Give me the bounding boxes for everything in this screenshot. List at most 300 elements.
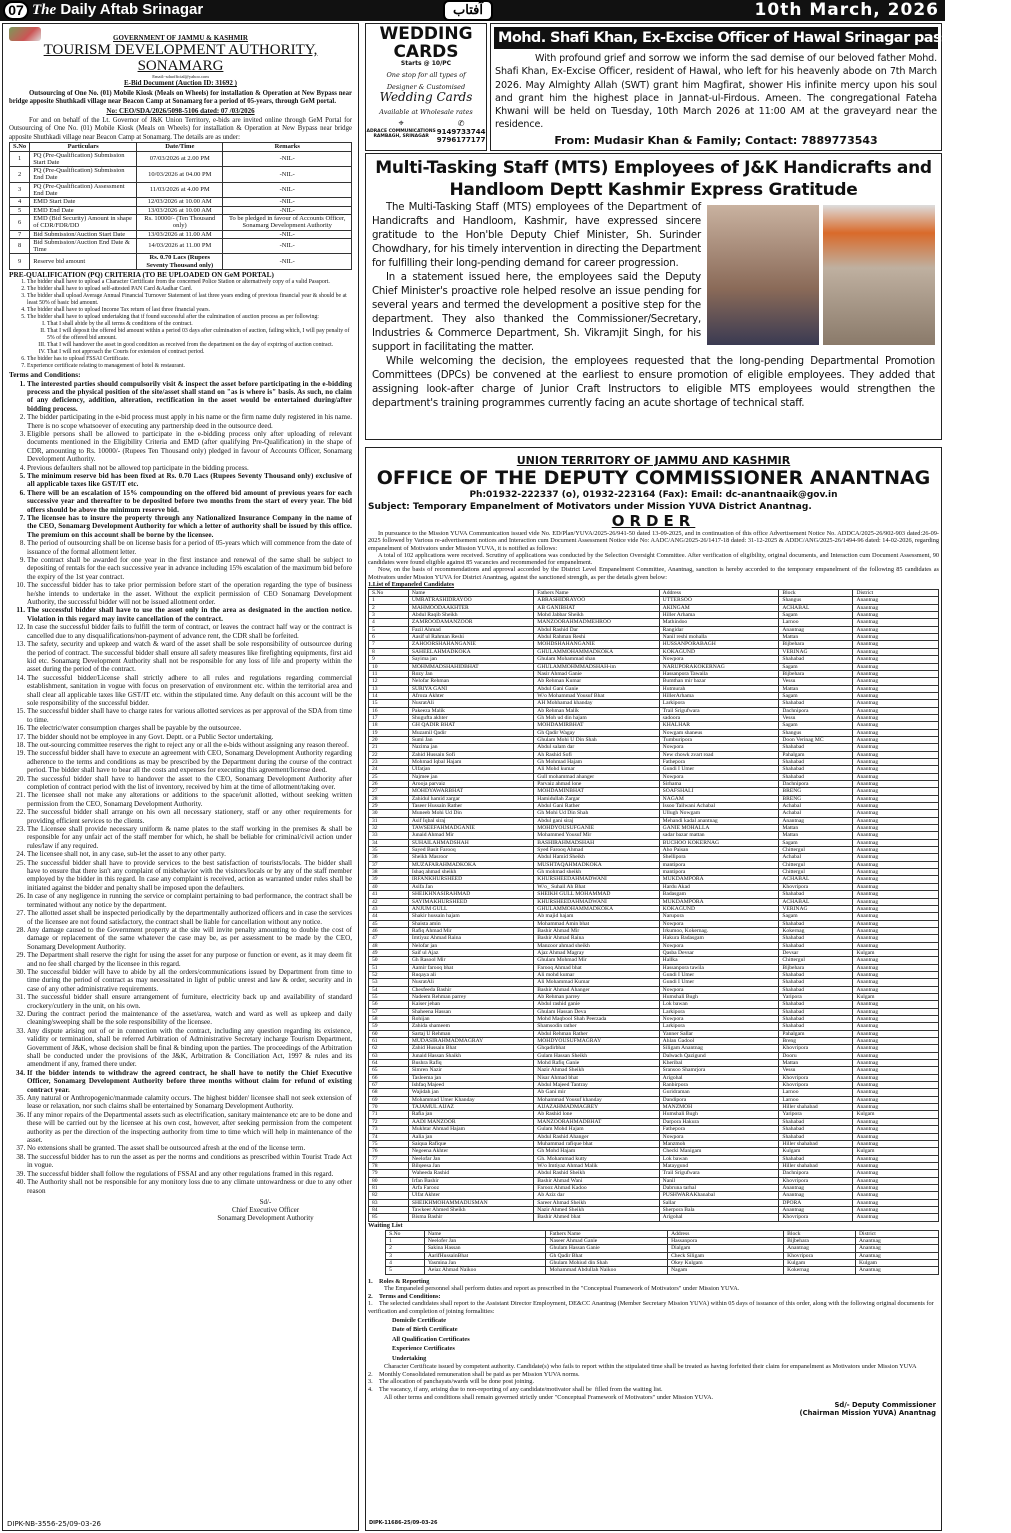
table-header: Remarks: [223, 143, 352, 151]
table-row: [10, 230, 352, 238]
table-cell: Anantnag: [853, 744, 939, 751]
table-cell: Kulgam: [853, 1148, 939, 1155]
table-cell: 34: [369, 839, 409, 846]
table-cell: 41: [369, 891, 409, 898]
term-item: 14. The successful bidder/License shall strictly adhere to all rules and regulations regarding commercial establishment, sanitation in vogue with focus on preservation of environment etc. within the territorial area and shall clear all applicable taxes like GST/IT etc. within the stipulated time. Any default on this account will be the sole responsibility of the successful bidder.: [27, 674, 352, 708]
table-cell: Anantnag: [853, 751, 939, 758]
table-cell: Anantnag: [853, 626, 939, 633]
table-cell: ACHABAL: [779, 898, 853, 905]
table-cell: Gh. Mohammad kutty: [534, 1155, 659, 1162]
table-cell: AKINGAM: [659, 604, 779, 611]
table-cell: Anantnag: [853, 773, 939, 780]
table-cell: 27: [369, 788, 409, 795]
table-cell: NAGAM: [659, 795, 779, 802]
table-cell: New chowk zvart road: [659, 751, 779, 758]
table-cell: 11/03/2026 at 4.00 PM: [137, 182, 223, 198]
table-cell: Ghulam Hassan Ganie: [546, 1245, 668, 1252]
table-cell: Irkumoo, Kokernag.: [659, 927, 779, 934]
table-cell: Anantnag: [853, 766, 939, 773]
table-cell: Pakeeza Malik: [408, 707, 533, 714]
table-cell: Ghulam Mohiud din Shah: [546, 1260, 668, 1267]
terms-list: [27, 380, 352, 1195]
table-cell: Sagam: [779, 612, 853, 619]
table-cell: Anantnag: [853, 1140, 939, 1147]
term-item: 32. During the contract period the maintenance of the asset/area, watch and ward as well as upkeep and daily cleaning/sweeping shall be the sole responsibility of the licensee.: [27, 1010, 352, 1027]
table-cell: Mohammad Amin bhat: [534, 920, 659, 927]
table-cell: 65: [369, 1067, 409, 1074]
required-document: Domicile Certificate: [392, 1316, 447, 1324]
table-cell: Shaista amin: [408, 920, 533, 927]
table-row: [369, 700, 939, 707]
term-item: 38. The successful bidder has to run the asset as per the norms and conditions as prescribed within Tourist Trade Act in vogue.: [27, 1153, 352, 1170]
table-cell: VERINAG: [779, 648, 853, 655]
table-cell: Nazir Ahmed Sheikh: [534, 1206, 659, 1213]
table-row: [369, 949, 939, 956]
table-cell: Ab Rashid lone: [534, 1111, 659, 1118]
table-cell: Anantnag: [853, 656, 939, 663]
table-cell: Neelofer Jan: [424, 1237, 546, 1244]
table-cell: Nagam: [668, 1267, 784, 1274]
table-cell: GANIE MOHALLA: [659, 825, 779, 832]
table-cell: 77: [369, 1155, 409, 1162]
dc-term-4: 4. The vacancy, if any, arising due to non-reporting of any candidate/motivator shall be filled from the waiting list.: [368, 1385, 663, 1393]
table-cell: Anantnag: [853, 898, 939, 905]
term-item: 4. Previous defaulters shall not be allowed top participate in the bidding process.: [27, 464, 352, 472]
table-cell: Nasir Ahmad Ganie: [534, 670, 659, 677]
table-cell: Ranbirpora: [659, 1082, 779, 1089]
table-row: [369, 692, 939, 699]
table-cell: Achabal: [779, 810, 853, 817]
pq-sub-item: II. That I will deposit the offered bid amount within a period 03 days after culmination of auction, failing which, I will pay penalty of 5% of the offered bid amount.: [47, 328, 352, 342]
table-row: [369, 1170, 939, 1177]
term-item: 3. Eligible persons shall be allowed to participate in the e-bidding process only after uploading of relevant documents mentioned in the Eligibility Criteria and EMD (after qualifying Pre-Qualification) in the shape of CDR, amounting to Rs. 10000/- (Rupees Ten Thousand only) pledged in favour of Accounts Officer, Sonamarg Development Authority.: [27, 430, 352, 464]
table-cell: Anantnag: [853, 714, 939, 721]
table-cell: 11: [369, 670, 409, 677]
table-cell: AIJAZAHMADMAGREY: [534, 1104, 659, 1111]
table-cell: 38: [369, 869, 409, 876]
sig-sd: Sd/-: [259, 1197, 272, 1206]
table-cell: Anantnag: [853, 935, 939, 942]
term-item: 21. The licensee shall not make any alterations or additions to the space/unit allotted, without seeking written permission from the CEO, Sonamarg Development Authority.: [27, 791, 352, 808]
term-item: 20. The successful bidder shall have to handover the asset to the CEO, Sonamarg Development Authority after completion of contract period with the list of inventory, received by him at the time of allotment/taking over.: [27, 775, 352, 792]
table-cell: Nowpora: [659, 1016, 779, 1023]
table-cell: Mukhtar Ahmad Hajam: [408, 1126, 533, 1133]
table-cell: Hiller shahabad: [779, 1140, 853, 1147]
pq-sub-item: IV. That I will not approach the Courts for extension of contract period.: [47, 349, 352, 356]
dc-term-3: 3. The allocation of panchayats/wards will be done post joining.: [368, 1378, 535, 1386]
table-cell: Anantnag: [853, 1016, 939, 1023]
table-cell: Trail Srigufwara: [659, 1170, 779, 1177]
table-cell: 1: [386, 1237, 425, 1244]
table-row: [369, 1074, 939, 1081]
table-cell: Arigohal: [659, 1214, 779, 1221]
table-cell: Kulgam: [779, 1148, 853, 1155]
table-cell: Manzoor ahmad sheikh: [534, 942, 659, 949]
dc-term-2: 2. Monthly Consolidated remuneration shall be paid as per Mission YUVA norms.: [368, 1370, 580, 1378]
newspaper-header: [0, 0, 945, 21]
pq-item-text: The bidder has to upload FSSAI Certificate.: [27, 356, 130, 363]
table-cell: Mathindoo: [659, 619, 779, 626]
table-cell: 40: [369, 883, 409, 890]
term-item: 22. The successful bidder shall arrange on his own all necessary stationery, staff or any other requirements for providing efficient services to the clients.: [27, 808, 352, 825]
table-cell: NARUPORAKOKERNAG: [659, 663, 779, 670]
table-cell: 21: [369, 744, 409, 751]
table-cell: Shahabad: [779, 1023, 853, 1030]
table-row: [369, 927, 939, 934]
pq-heading: PRE-QUALIFICATION (PQ) CRITERIA (TO BE UPLOADED ON GeM PORTAL): [9, 270, 274, 279]
table-cell: Arooja parvaiz: [408, 781, 533, 788]
wedding-cards-ad: [365, 23, 487, 151]
table-cell: BUCHOO KOKERNAG: [659, 839, 779, 846]
table-cell: Anantnag: [856, 1245, 939, 1252]
table-cell: Humshali Bugh: [659, 1111, 779, 1118]
ad-company: ADRACE COMMUNICATIONS: [366, 129, 436, 134]
table-cell: Abdul Raqib Sheikh: [408, 612, 533, 619]
table-cell: 42: [369, 898, 409, 905]
table-cell: Ab Rehman parrey: [534, 993, 659, 1000]
table-cell: Abdul salam dar: [534, 744, 659, 751]
table-cell: Syed Farooq Ahmad: [534, 847, 659, 854]
table-cell: Gh Rasool Mir: [408, 957, 533, 964]
table-cell: Saiqua Rafique: [408, 1140, 533, 1147]
table-cell: Breng: [779, 1038, 853, 1045]
table-row: [369, 656, 939, 663]
table-cell: Sirhama: [659, 781, 779, 788]
table-cell: Shahabad: [779, 700, 853, 707]
ad-line-1: One stop for all types of: [386, 71, 466, 79]
table-cell: Nanil: [659, 1177, 779, 1184]
table-cell: Ulfat Akhter: [408, 1192, 533, 1199]
table-header: Address: [668, 1230, 784, 1237]
table-row: [369, 1016, 939, 1023]
table-cell: Shahabad: [779, 766, 853, 773]
table-cell: 72: [369, 1118, 409, 1125]
table-cell: Ishaq ahmad sheikh: [408, 869, 533, 876]
table-row: [369, 854, 939, 861]
table-cell: 4: [386, 1260, 425, 1267]
table-cell: Shahabad: [779, 1118, 853, 1125]
table-cell: Shahabad: [779, 1126, 853, 1133]
table-cell: Anantnag: [779, 1206, 853, 1213]
table-row: [369, 1140, 939, 1147]
table-cell: 80: [369, 1177, 409, 1184]
table-cell: Mohmad Iqbal Hajam: [408, 758, 533, 765]
table-cell: Kokernag: [779, 927, 853, 934]
table-row: [369, 1162, 939, 1169]
table-cell: Rafiq Ahmad Mir: [408, 927, 533, 934]
table-cell: Abdul Rashid Dar: [534, 626, 659, 633]
waiting-list-heading: Waiting List: [368, 1221, 403, 1229]
table-row: [10, 198, 352, 206]
table-cell: Fathepora: [659, 1126, 779, 1133]
table-cell: MUSHTAQAHMADKOKA: [534, 861, 659, 868]
table-cell: -NIL-: [223, 151, 352, 167]
table-cell: Nazima jan: [408, 744, 533, 751]
table-cell: Hiller shahabad: [779, 1162, 853, 1169]
table-cell: Muhammad rafique bhat: [534, 1140, 659, 1147]
table-cell: 9: [369, 656, 409, 663]
table-cell: Nisar Ahmad bhat: [534, 1074, 659, 1081]
table-cell: Khovripora: [779, 883, 853, 890]
table-cell: Anantnag: [853, 957, 939, 964]
table-cell: Mattan: [779, 832, 853, 839]
table-cell: UMRATRASHIDRAYOO: [408, 597, 533, 604]
table-cell: Nowpora: [659, 1133, 779, 1140]
pq-item-text: The bidder shall upload Average Annual Financial Turnover Statement of last three years ending of previous financial year & should be at least 50% of basic bid amount.: [27, 293, 347, 307]
table-cell: Sagam: [779, 913, 853, 920]
table-cell: Sagam: [779, 663, 853, 670]
table-row: [386, 1252, 939, 1259]
table-cell: 13: [369, 685, 409, 692]
table-row: [369, 1060, 939, 1067]
sig-title: Chief Executive Officer: [231, 1205, 300, 1214]
table-cell: Abdul Rehman Rather: [534, 1030, 659, 1037]
table-cell: ZAHOORSHAHANGANIE: [408, 641, 533, 648]
term-item: 27. The allotted asset shall be inspected periodically by the departmentally authorized officers and in case the services of the licensee are not found satisfactory, the contract shall be liable for cancellation without any notice.: [27, 909, 352, 926]
table-cell: Shangus: [779, 597, 853, 604]
term-item: 1. The interested parties should compulsorily visit & inspect the asset before participating in the e-bidding process and the physical position of the site/asset shall stand on "as is where is" basis. As such, no claim of any deficiency, addition, alteration, rectification in the asset would be entertained during/after bidding process.: [27, 380, 352, 414]
table-row: [369, 1096, 939, 1103]
table-cell: Khovripora: [779, 1214, 853, 1221]
table-cell: Reserve bid amount: [30, 254, 137, 270]
table-cell: 57: [369, 1008, 409, 1015]
table-cell: 63: [369, 1052, 409, 1059]
empaneled-candidates-table: [368, 589, 939, 1222]
table-cell: Imtiyaz Ahmad Raina: [408, 935, 533, 942]
table-cell: 23: [369, 758, 409, 765]
table-row: [369, 1111, 939, 1118]
table-cell: 59: [369, 1023, 409, 1030]
table-cell: -NIL-: [223, 206, 352, 214]
table-row: [369, 847, 939, 854]
table-cell: Anantnag: [853, 1060, 939, 1067]
table-row: [369, 736, 939, 743]
table-cell: Dandipora: [659, 1096, 779, 1103]
table-cell: 82: [369, 1192, 409, 1199]
table-cell: 70: [369, 1104, 409, 1111]
table-cell: GHULAMMOHAMMADKOKA: [534, 905, 659, 912]
table-cell: 26: [369, 781, 409, 788]
table-cell: Chesfeeda Bashir: [408, 986, 533, 993]
table-cell: Shakir hussain hajam: [408, 913, 533, 920]
table-cell: Neelofar Jan: [408, 1155, 533, 1162]
table-cell: Shahabad: [779, 920, 853, 927]
table-cell: Anantnag: [853, 795, 939, 802]
table-cell: Ruqaya ali: [408, 971, 533, 978]
table-cell: Anantnag: [853, 692, 939, 699]
table-cell: Humshali Bugh: [659, 993, 779, 1000]
table-row: [369, 1118, 939, 1125]
tda-logo-icon: [9, 27, 41, 41]
table-cell: ACHABAL: [779, 604, 853, 611]
table-header: Fathers Name: [546, 1230, 668, 1237]
table-cell: Dabruna tarhal: [659, 1184, 779, 1191]
ad-title-2: CARDS: [393, 42, 459, 62]
table-cell: Bashir Ahmad Mir: [534, 927, 659, 934]
table-cell: Hamidullah Zargar: [534, 795, 659, 802]
table-cell: KHALHAR: [659, 722, 779, 729]
table-cell: Achabal: [779, 854, 853, 861]
dc-contact: Ph:01932-222337 (o), 01932-223164 (Fax): Email: dc-anantnaaik@gov.in: [469, 490, 838, 500]
table-cell: Aeiaz Ahmad Naikoo: [424, 1267, 546, 1274]
table-cell: NusratAli: [408, 979, 533, 986]
roles-text: The Empaneled personnel shall perform duties and report as prescribed in the "Conceptual Framework of Motivators" under Mission YUVA.: [384, 1285, 740, 1293]
table-cell: Rs. 10000/- (Ten Thousand only): [137, 214, 223, 230]
table-cell: Vessu: [779, 714, 853, 721]
term-item: 36. If any minor repairs of the Departmental assets such as electrification, sanitary maintenance etc are to be done and these will be carried out by the licensee at his own cost, however, after seeking permission from the competent authority as per the direction of the inspecting authority from time to time which will help in maintenance of the asset.: [27, 1111, 352, 1145]
mts-para-2-text: In a statement issued here, the employees said the Deputy Chief Minister's proactive role helped resolve an issue pending for several years and termed the development a positive step for the department. They also thanked the Commissioner/Secretary, Industries & Commerce Department, Sh. Vikramjit Singh, for his support in facilitating the matter.: [372, 272, 701, 353]
sig-org: Sonamarg Development Authority: [217, 1213, 314, 1222]
table-cell: Check Siligam: [668, 1252, 784, 1259]
table-cell: Anantnag: [853, 847, 939, 854]
table-row: [369, 626, 939, 633]
table-cell: Nowpora: [659, 656, 779, 663]
empaneled-heading: 1.List of Empaneled Candidates: [368, 581, 455, 589]
table-cell: SAYIMAKHURSHEED: [408, 898, 533, 905]
roles-heading: 1. Roles & Reporting: [368, 1277, 430, 1285]
table-cell: Chittergul: [779, 869, 853, 876]
pq-item: [27, 314, 352, 356]
table-cell: 1: [10, 151, 30, 167]
table-cell: Anantnag: [853, 883, 939, 890]
term-item: 13. The safety, security and upkeep and watch & ward of the asset shall be sole responsibility of outsourcee during the period of contract. The successful bidder shall ensure all safety measures like firefighting equipments, first aid kid etc. Sonamarg Development Authority shall not be responsible for any loss of life and property within the asset during the period of the contract.: [27, 640, 352, 674]
table-cell: 58: [369, 1016, 409, 1023]
table-cell: MAHMOODAAKHTER: [408, 604, 533, 611]
table-cell: Anantnag: [853, 927, 939, 934]
terms-heading: Terms and Conditions:: [9, 370, 81, 380]
dc-para-3: Now, on the basis of recommendations and approval accorded by the District Level Empanelment Committee, Anantnag, sanction is hereby accorded to the temporary empanelment of the following 85 candidates as Motivators under Mission YUVA for District Anantnag, against the sanctioned strength, as per the details given below:: [368, 566, 939, 581]
term-item: 10. The successful bidder has to take prior permission before start of the operation regarding the type of business he/she intends to undertake in the asset. Without the explicit permission of CEO Sonamarg Development Authority, the successful bidder will not be issued allotment order.: [27, 581, 352, 606]
table-cell: ZAMROODAMANZOOR: [408, 619, 533, 626]
term-item: 34. If the bidder intends to withdraw the agreed contract, he shall have to notify the Chief Executive Officer, Sonamarg Development Authority before three months without claim for refund of existing contract year.: [27, 1069, 352, 1094]
table-row: [369, 758, 939, 765]
table-cell: Anantnag: [853, 1177, 939, 1184]
table-cell: Badasgam: [659, 891, 779, 898]
table-cell: Anantnag: [853, 1045, 939, 1052]
table-cell: Aasif ul Rahman Reshi: [408, 634, 533, 641]
table-cell: HUSSANPORABAGH: [659, 641, 779, 648]
table-row: [369, 707, 939, 714]
table-cell: MUZAFARAHMADKOKA: [408, 861, 533, 868]
table-cell: Okey Kulgam: [668, 1260, 784, 1267]
table-cell: Abdul Gani Rather: [534, 803, 659, 810]
table-cell: Larkipora: [659, 1023, 779, 1030]
table-cell: Yaripora: [779, 1111, 853, 1118]
table-cell: Yaripora: [779, 993, 853, 1000]
table-cell: Najmee jan: [408, 773, 533, 780]
table-row: [369, 832, 939, 839]
table-cell: Nowpora: [659, 744, 779, 751]
table-cell: SHEIKHMOHAMMADUSMAN: [408, 1199, 533, 1206]
table-cell: AarifHussainBhat: [424, 1252, 546, 1259]
table-cell: MOHDYAWARBHAT: [408, 788, 533, 795]
table-cell: 5: [10, 206, 30, 214]
dc-order-heading: ORDER: [611, 512, 696, 530]
table-cell: Anantnag: [856, 1267, 939, 1274]
pq-item-text: The bidder shall have to upload Income Tax return of last three financial years.: [27, 307, 210, 314]
tender-signature: [179, 1198, 352, 1222]
table-cell: Vessu: [779, 1067, 853, 1074]
table-header: Name: [408, 590, 533, 597]
table-cell: Afroza Akhter: [408, 692, 533, 699]
table-cell: MANZOORAHMADBHAT: [534, 1118, 659, 1125]
table-cell: Hallka: [659, 957, 779, 964]
table-cell: Anantnag: [853, 1199, 939, 1206]
table-cell: Anantnag: [853, 839, 939, 846]
table-cell: PQ (Pre-Qualification) Assessment End Date: [30, 182, 137, 198]
table-cell: Mataygund: [659, 1162, 779, 1169]
term-item: 17. The bidder should not be employee in any Govt. Deptt. or a Public Sector undertaking.: [27, 733, 352, 741]
table-cell: Abdul rashid ganie: [534, 1001, 659, 1008]
table-cell: Arigohal: [659, 1074, 779, 1081]
table-row: [369, 781, 939, 788]
ad-title-1: WEDDING: [379, 24, 473, 44]
table-cell: 55: [369, 993, 409, 1000]
table-cell: Anantnag: [853, 913, 939, 920]
table-cell: Qasba Devsar: [659, 949, 779, 956]
table-cell: Nelofar jan: [408, 942, 533, 949]
table-cell: HillerArhama: [659, 692, 779, 699]
table-cell: Mohammad Umer Khanday: [408, 1096, 533, 1103]
table-cell: Dooru: [779, 1052, 853, 1059]
table-cell: Aho Paisan: [659, 847, 779, 854]
table-cell: Hassanpora tawila: [659, 964, 779, 971]
table-cell: -NIL-: [223, 230, 352, 238]
table-cell: ACHABAL: [779, 876, 853, 883]
table-header: District: [856, 1230, 939, 1237]
table-cell: SOAFSHALI: [659, 788, 779, 795]
table-cell: Anantnag: [853, 670, 939, 677]
term-item: 35. Any natural or Anthropogenic/manmade calamity occurs. The highest bidder/ licensee shall not seek extension of lease or relaxation, nor such claims shall be entertained by Sonamarg Development Authority.: [27, 1094, 352, 1111]
table-cell: Bumthan mir bazar: [659, 678, 779, 685]
table-row: [369, 604, 939, 611]
table-cell: 9: [10, 254, 30, 270]
term-item: 37. No extensions shall be granted. The asset shall be outsourced afresh at the end of the license term.: [27, 1144, 352, 1152]
table-cell: Fazil Ahmad: [408, 626, 533, 633]
table-cell: Nowgam shaneus: [659, 729, 779, 736]
table-cell: Rozy Jan: [408, 670, 533, 677]
table-cell: BASHIRAHMADSHAH: [534, 839, 659, 846]
term-item: 8. The period of outsourcing shall be on license basis for a period of 05-years which will commence from the date of issuance of the formal allotment letter.: [27, 539, 352, 556]
table-cell: Anantnag: [853, 641, 939, 648]
tender-para: For and on behalf of the Lt. Governor of J&K Union Territory, e-bids are invited online through GeM Portal for Outsourcing of One No. (01) Mobile Kiosk (Meals on Wheels) for installation & Operation at New Bypass near bridge apposite Shuthkadi village near Beacon Camp at Sonamarg. The details are as under:: [9, 116, 352, 141]
table-cell: 46: [369, 927, 409, 934]
table-cell: 39: [369, 876, 409, 883]
table-cell: MUKDAMPORA: [659, 898, 779, 905]
table-cell: MOHDAMINBHAT: [534, 788, 659, 795]
table-cell: Anantnag: [853, 729, 939, 736]
table-cell: NusratAli: [408, 700, 533, 707]
required-document: All Qualification Certificates: [392, 1335, 470, 1343]
term-item: 2. The bidder participating in the e-bid process must apply in his name or the firm name duly registered in his name. There is no scope whatsoever of executing any partnership deed in the outsource deed.: [27, 413, 352, 430]
table-cell: Farooq Ahmad bhat: [534, 964, 659, 971]
table-cell: mantipora: [659, 861, 779, 868]
table-cell: Rafia jan: [408, 1111, 533, 1118]
pq-item: [27, 293, 352, 307]
table-cell: Ghulam Mohmad Mir: [534, 957, 659, 964]
table-cell: Dalwach Qazigund: [659, 1052, 779, 1059]
table-cell: 1: [369, 597, 409, 604]
table-cell: Checki Manigam: [659, 1148, 779, 1155]
table-cell: Anantnag: [853, 854, 939, 861]
table-row: [10, 254, 352, 270]
table-cell: 45: [369, 920, 409, 927]
table-cell: Khovripora: [779, 1074, 853, 1081]
dc-term-1: 1. The selected candidates shall report to the Assistant Director Employment, DE&CC Anantnag (Member Secretary Mission YUVA) within 05 days of issuance of this order, along with the following original documents for verification and completion of joining formalities:: [368, 1300, 936, 1316]
table-cell: Khovripora: [779, 1082, 853, 1089]
table-cell: Gundi I Umer: [659, 766, 779, 773]
table-cell: Yasmina Jan: [424, 1260, 546, 1267]
